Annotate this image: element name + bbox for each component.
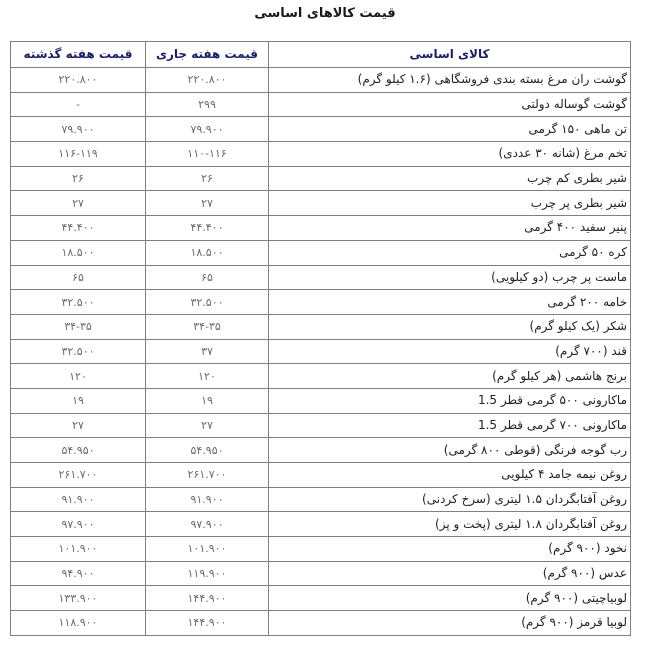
last-week-price-cell: ۳۴-۳۵	[11, 314, 146, 339]
last-week-price-cell: ۳۲.۵۰۰	[11, 339, 146, 364]
table-row	[11, 314, 631, 339]
table-row	[11, 265, 631, 290]
item-name-cell: گوشت ران مرغ بسته بندی فروشگاهی (۱.۶ کیلو گرم)	[269, 68, 631, 93]
table-row	[11, 512, 631, 537]
current-week-price-cell: ۷۹.۹۰۰	[146, 117, 269, 142]
table-row	[11, 92, 631, 117]
current-week-price-cell: ۳۲.۵۰۰	[146, 290, 269, 315]
current-week-price-cell: ۱۴۴.۹۰۰	[146, 586, 269, 611]
table-row	[11, 388, 631, 413]
item-name-cell: لوبیاچیتی (۹۰۰ گرم)	[269, 586, 631, 611]
header-current-week: قیمت هفته جاری	[146, 42, 269, 68]
last-week-price-cell: ۹۷.۹۰۰	[11, 512, 146, 537]
current-week-price-cell: ۱۲۰	[146, 364, 269, 389]
current-week-price-cell: ۲۶	[146, 166, 269, 191]
current-week-price-cell: ۱۹	[146, 388, 269, 413]
table-row	[11, 364, 631, 389]
price-table	[10, 41, 631, 636]
last-week-price-cell: ۱۲۰	[11, 364, 146, 389]
header-item: کالای اساسی	[269, 42, 631, 68]
item-name-cell: شیر بطری پر چرب	[269, 191, 631, 216]
current-week-price-cell: ۲۷	[146, 191, 269, 216]
last-week-price-cell: -	[11, 92, 146, 117]
last-week-price-cell: ۵۴.۹۵۰	[11, 438, 146, 463]
item-name-cell: روغن آفتابگردان ۱.۸ لیتری (پخت و پز)	[269, 512, 631, 537]
current-week-price-cell: ۴۴.۴۰۰	[146, 216, 269, 241]
item-name-cell: عدس (۹۰۰ گرم)	[269, 561, 631, 586]
item-name-cell: برنج هاشمی (هر کیلو گرم)	[269, 364, 631, 389]
current-week-price-cell: ۹۱.۹۰۰	[146, 487, 269, 512]
last-week-price-cell: ۶۵	[11, 265, 146, 290]
last-week-price-cell: ۹۴.۹۰۰	[11, 561, 146, 586]
item-name-cell: خامه ۲۰۰ گرمی	[269, 290, 631, 315]
item-name-cell: ماکارونی ۵۰۰ گرمی قطر 1.5	[269, 388, 631, 413]
item-name-cell: قند (۷۰۰ گرم)	[269, 339, 631, 364]
page-title: قیمت کالاهای اساسی	[254, 6, 396, 21]
item-name-cell: گوشت گوساله دولتی	[269, 92, 631, 117]
last-week-price-cell: ۹۱.۹۰۰	[11, 487, 146, 512]
current-week-price-cell: ۲۶۱.۷۰۰	[146, 463, 269, 488]
last-week-price-cell: ۲۷	[11, 413, 146, 438]
current-week-price-cell: ۲۹۹	[146, 92, 269, 117]
table-row	[11, 191, 631, 216]
current-week-price-cell: ۶۵	[146, 265, 269, 290]
table-header-row	[11, 42, 631, 68]
table-row	[11, 611, 631, 636]
header-last-week: قیمت هفته گذشته	[11, 42, 146, 68]
item-name-cell: پنیر سفید ۴۰۰ گرمی	[269, 216, 631, 241]
table-row	[11, 166, 631, 191]
item-name-cell: روغن آفتابگردان ۱.۵ لیتری (سرخ کردنی)	[269, 487, 631, 512]
item-name-cell: روغن نیمه جامد ۴ کیلویی	[269, 463, 631, 488]
last-week-price-cell: ۲۷	[11, 191, 146, 216]
table-row	[11, 240, 631, 265]
table-row	[11, 216, 631, 241]
item-name-cell: ماکارونی ۷۰۰ گرمی قطر 1.5	[269, 413, 631, 438]
item-name-cell: نخود (۹۰۰ گرم)	[269, 537, 631, 562]
current-week-price-cell: ۲۲۰.۸۰۰	[146, 68, 269, 93]
last-week-price-cell: ۱۳۳.۹۰۰	[11, 586, 146, 611]
item-name-cell: کره ۵۰ گرمی	[269, 240, 631, 265]
table-row	[11, 438, 631, 463]
item-name-cell: لوبیا قرمز (۹۰۰ گرم)	[269, 611, 631, 636]
last-week-price-cell: ۲۶۱.۷۰۰	[11, 463, 146, 488]
table-row	[11, 290, 631, 315]
item-name-cell: تن ماهی ۱۵۰ گرمی	[269, 117, 631, 142]
last-week-price-cell: ۳۲.۵۰۰	[11, 290, 146, 315]
table-row	[11, 68, 631, 93]
table-row	[11, 463, 631, 488]
table-row	[11, 586, 631, 611]
last-week-price-cell: ۱۱۸.۹۰۰	[11, 611, 146, 636]
table-row	[11, 561, 631, 586]
current-week-price-cell: ۹۷.۹۰۰	[146, 512, 269, 537]
item-name-cell: ماست پر چرب (دو کیلویی)	[269, 265, 631, 290]
table-row	[11, 537, 631, 562]
last-week-price-cell: ۴۴.۴۰۰	[11, 216, 146, 241]
current-week-price-cell: ۱۴۴.۹۰۰	[146, 611, 269, 636]
current-week-price-cell: ۲۷	[146, 413, 269, 438]
table-row	[11, 142, 631, 167]
item-name-cell: شیر بطری کم چرب	[269, 166, 631, 191]
current-week-price-cell: ۳۴-۳۵	[146, 314, 269, 339]
last-week-price-cell: ۱۱۶-۱۱۹	[11, 142, 146, 167]
last-week-price-cell: ۱۹	[11, 388, 146, 413]
table-row	[11, 117, 631, 142]
table-row	[11, 339, 631, 364]
item-name-cell: رب گوجه فرنگی (قوطی ۸۰۰ گرمی)	[269, 438, 631, 463]
table-row	[11, 413, 631, 438]
current-week-price-cell: ۱۸.۵۰۰	[146, 240, 269, 265]
last-week-price-cell: ۲۶	[11, 166, 146, 191]
table-body	[11, 68, 631, 636]
item-name-cell: تخم مرغ (شانه ۳۰ عددی)	[269, 142, 631, 167]
current-week-price-cell: ۳۷	[146, 339, 269, 364]
current-week-price-cell: ۵۴.۹۵۰	[146, 438, 269, 463]
last-week-price-cell: ۱۰۱.۹۰۰	[11, 537, 146, 562]
current-week-price-cell: ۱۰۱.۹۰۰	[146, 537, 269, 562]
last-week-price-cell: ۲۲۰.۸۰۰	[11, 68, 146, 93]
item-name-cell: شکر (یک کیلو گرم)	[269, 314, 631, 339]
current-week-price-cell: ۱۱۰-۱۱۶	[146, 142, 269, 167]
last-week-price-cell: ۱۸.۵۰۰	[11, 240, 146, 265]
current-week-price-cell: ۱۱۹.۹۰۰	[146, 561, 269, 586]
table-row	[11, 487, 631, 512]
last-week-price-cell: ۷۹.۹۰۰	[11, 117, 146, 142]
